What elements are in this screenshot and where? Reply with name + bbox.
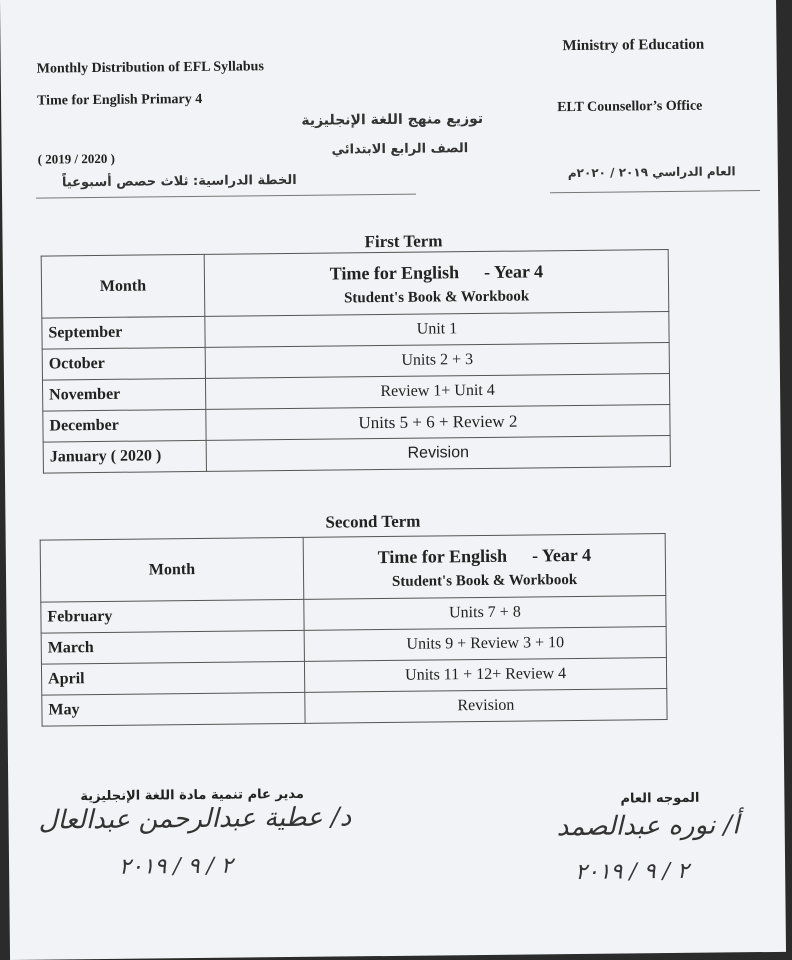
header-divider-left	[36, 194, 416, 199]
academic-year: ( 2019 / 2020 )	[37, 150, 116, 167]
content-cell: Units 2 + 3	[205, 343, 669, 379]
right-signature-name: أ/ نوره عبدالصمد	[556, 810, 740, 843]
ministry-label: Ministry of Education	[562, 36, 705, 55]
second-term-table	[40, 533, 668, 727]
title-arabic: توزيع منهج اللغة الإنجليزية	[301, 110, 484, 129]
month-cell: March	[41, 630, 304, 664]
right-signature-date: ٢ / ٩ / ٢٠١٩	[575, 858, 690, 886]
course-name: Time for English	[329, 261, 460, 284]
document-title: Monthly Distribution of EFL Syllabus	[36, 59, 264, 77]
left-signatory-title: مدير عام تنمية مادة اللغة الإنجليزية	[80, 786, 304, 805]
first-term-table	[41, 249, 671, 474]
table-row	[42, 689, 667, 727]
grade-arabic: الصف الرابع الابتدائي	[331, 141, 469, 158]
content-cell: Units 11 + 12+ Review 4	[304, 658, 666, 693]
first-term-title: First Term	[364, 231, 443, 252]
month-header: Month	[40, 537, 304, 602]
month-cell: December	[43, 409, 206, 442]
right-signatory-title: الموجه العام	[620, 790, 700, 807]
table-header-row	[40, 534, 666, 603]
academic-year-arabic: العام الدراسي ٢٠١٩ / ٢٠٢٠م	[567, 164, 736, 181]
course-name: Time for English	[377, 545, 508, 567]
content-cell: Review 1+ Unit 4	[205, 374, 669, 410]
study-plan-arabic: الخطة الدراسية: ثلاث حصص أسبوعياً	[61, 172, 297, 191]
month-cell: February	[41, 599, 304, 633]
content-cell: Unit 1	[205, 312, 669, 348]
month-cell: October	[42, 347, 205, 380]
table-row	[43, 436, 670, 474]
course-year: - Year 4	[531, 544, 592, 565]
course-header	[303, 534, 666, 600]
content-cell: Revision	[206, 436, 670, 472]
books-label: Student's Book & Workbook	[391, 571, 578, 590]
document-subtitle: Time for English Primary 4	[36, 91, 203, 109]
month-cell: November	[42, 378, 205, 411]
course-header	[204, 250, 669, 317]
month-header: Month	[41, 254, 205, 318]
books-label: Student's Book & Workbook	[343, 287, 530, 306]
content-cell: Units 5 + 6 + Review 2	[206, 405, 670, 441]
second-term-title: Second Term	[325, 511, 421, 532]
month-cell: May	[42, 692, 305, 726]
month-cell: April	[41, 661, 304, 695]
month-cell: September	[42, 316, 205, 349]
month-cell: January ( 2020 )	[43, 440, 206, 473]
content-cell: Revision	[305, 689, 667, 724]
content-cell: Units 9 + Review 3 + 10	[304, 627, 666, 662]
course-year: - Year 4	[483, 260, 544, 282]
office-label: ELT Counsellor’s Office	[557, 98, 703, 116]
content-cell: Units 7 + 8	[304, 596, 666, 631]
header-divider-right	[550, 190, 760, 193]
left-signature-name: د/ عطية عبدالرحمن عبدالعال	[38, 802, 352, 836]
table-header-row	[41, 250, 669, 319]
left-signature-date: ٢ / ٩ / ٢٠١٩	[118, 853, 233, 880]
